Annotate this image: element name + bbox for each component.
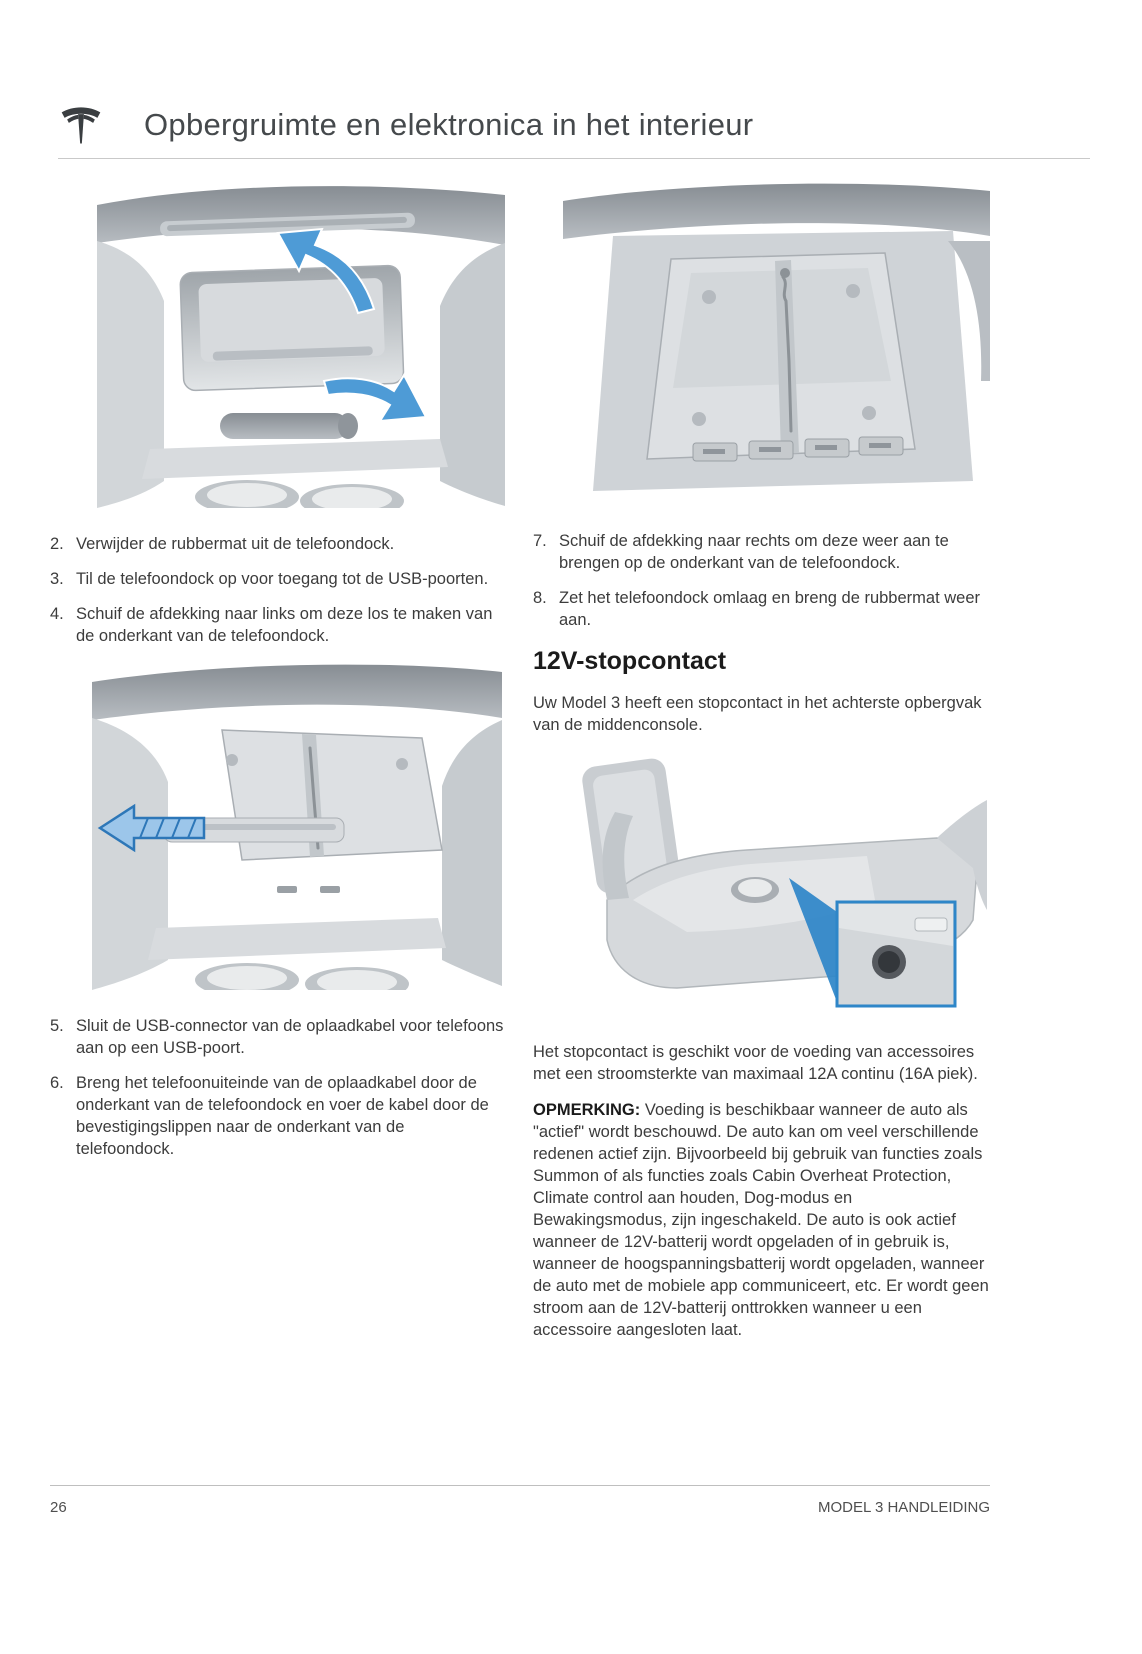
inset-zoom-box (837, 902, 955, 1006)
phone-dock-underside-illustration (553, 181, 990, 503)
step-item-8 (533, 587, 990, 631)
step-text: Schuif de afdekking naar rechts om deze weer aan te brengen op de onderkant van de telefoondock. (559, 532, 949, 572)
step-number: 3. (50, 570, 64, 588)
step-number: 2. (50, 535, 64, 553)
figure-cover-slide-left (72, 660, 505, 995)
page-title: Opbergruimte en elektronica in het interieur (144, 107, 754, 142)
tesla-logo-icon (58, 104, 104, 146)
figure-center-console-12v (537, 750, 990, 1025)
step-number: 7. (533, 532, 547, 550)
paragraph-12v-intro: Uw Model 3 heeft een stopcontact in het achterste opbergvak van de middenconsole. (533, 694, 982, 734)
step-item-3 (50, 568, 505, 590)
steps-7-8 (533, 530, 990, 631)
tesla-logo-icon (58, 104, 104, 146)
step-text: Sluit de USB-connector van de oplaadkabel voor telefoons aan op een USB-poort. (76, 1017, 504, 1057)
step-text: Til de telefoondock op voor toegang tot de USB-poorten. (76, 570, 489, 588)
page-number: 26 (50, 1499, 67, 1516)
cover-slide-left-illustration (72, 660, 502, 990)
step-text: Zet het telefoondock omlaag en breng de rubbermat weer aan. (559, 589, 981, 629)
left-column (50, 173, 505, 1355)
step-item-6 (50, 1072, 505, 1160)
center-console-12v-illustration (537, 750, 987, 1020)
step-item-2 (50, 533, 505, 555)
page-header (58, 104, 1090, 159)
page-footer (50, 1485, 990, 1516)
note-paragraph (533, 1099, 990, 1341)
steps-5-6 (50, 1015, 505, 1160)
step-number: 8. (533, 589, 547, 607)
step-number: 4. (50, 605, 64, 623)
step-text: Breng het telefoonuiteinde van de oplaadkabel door de onderkant van de telefoondock en voer de kabel door de bevestigingslippen naar de onderkant van de telefoondock. (76, 1074, 489, 1158)
step-number: 5. (50, 1017, 64, 1035)
content-columns (50, 173, 990, 1355)
figure-phone-dock-underside (553, 181, 990, 508)
figure-phone-dock-lift (72, 181, 505, 513)
steps-2-4 (50, 533, 505, 647)
note-text: Voeding is beschikbaar wanneer de auto als "actief" wordt beschouwd. De auto kan om veel verschillende redenen actief zijn. Bijvoorbeeld bij gebruik van functies zoals Summon of als functies zoals Cabin Overheat Protection, Climate control aan houden, Dog-modus en Bewakingsmodus, zijn ingeschakeld. De auto is ook actief wanneer de 12V-batterij wordt opgeladen of in gebruik is, wanneer de hoogspanningsbatterij wordt opgeladen, wanneer de auto met de mobiele app communiceert, etc. Er wordt geen stroom aan de 12V-batterij onttrokken wanneer u een accessoire aangesloten laat. (533, 1101, 989, 1339)
note-label: OPMERKING: (533, 1101, 641, 1119)
step-text: Schuif de afdekking naar links om deze los te maken van de onderkant van de telefoondock. (76, 605, 493, 645)
step-number: 6. (50, 1074, 64, 1092)
step-text: Verwijder de rubbermat uit de telefoondock. (76, 535, 395, 553)
step-item-4 (50, 603, 505, 647)
step-item-7 (533, 530, 990, 574)
section-heading-12v-stopcontact: 12V-stopcontact (533, 647, 727, 675)
right-column (533, 173, 990, 1355)
paragraph-12v-spec: Het stopcontact is geschikt voor de voeding van accessoires met een stroomsterkte van maximaal 12A continu (16A piek). (533, 1043, 978, 1083)
phone-dock-lift-illustration (72, 181, 505, 508)
step-item-5 (50, 1015, 505, 1059)
footer-document-title: MODEL 3 HANDLEIDING (818, 1499, 990, 1516)
